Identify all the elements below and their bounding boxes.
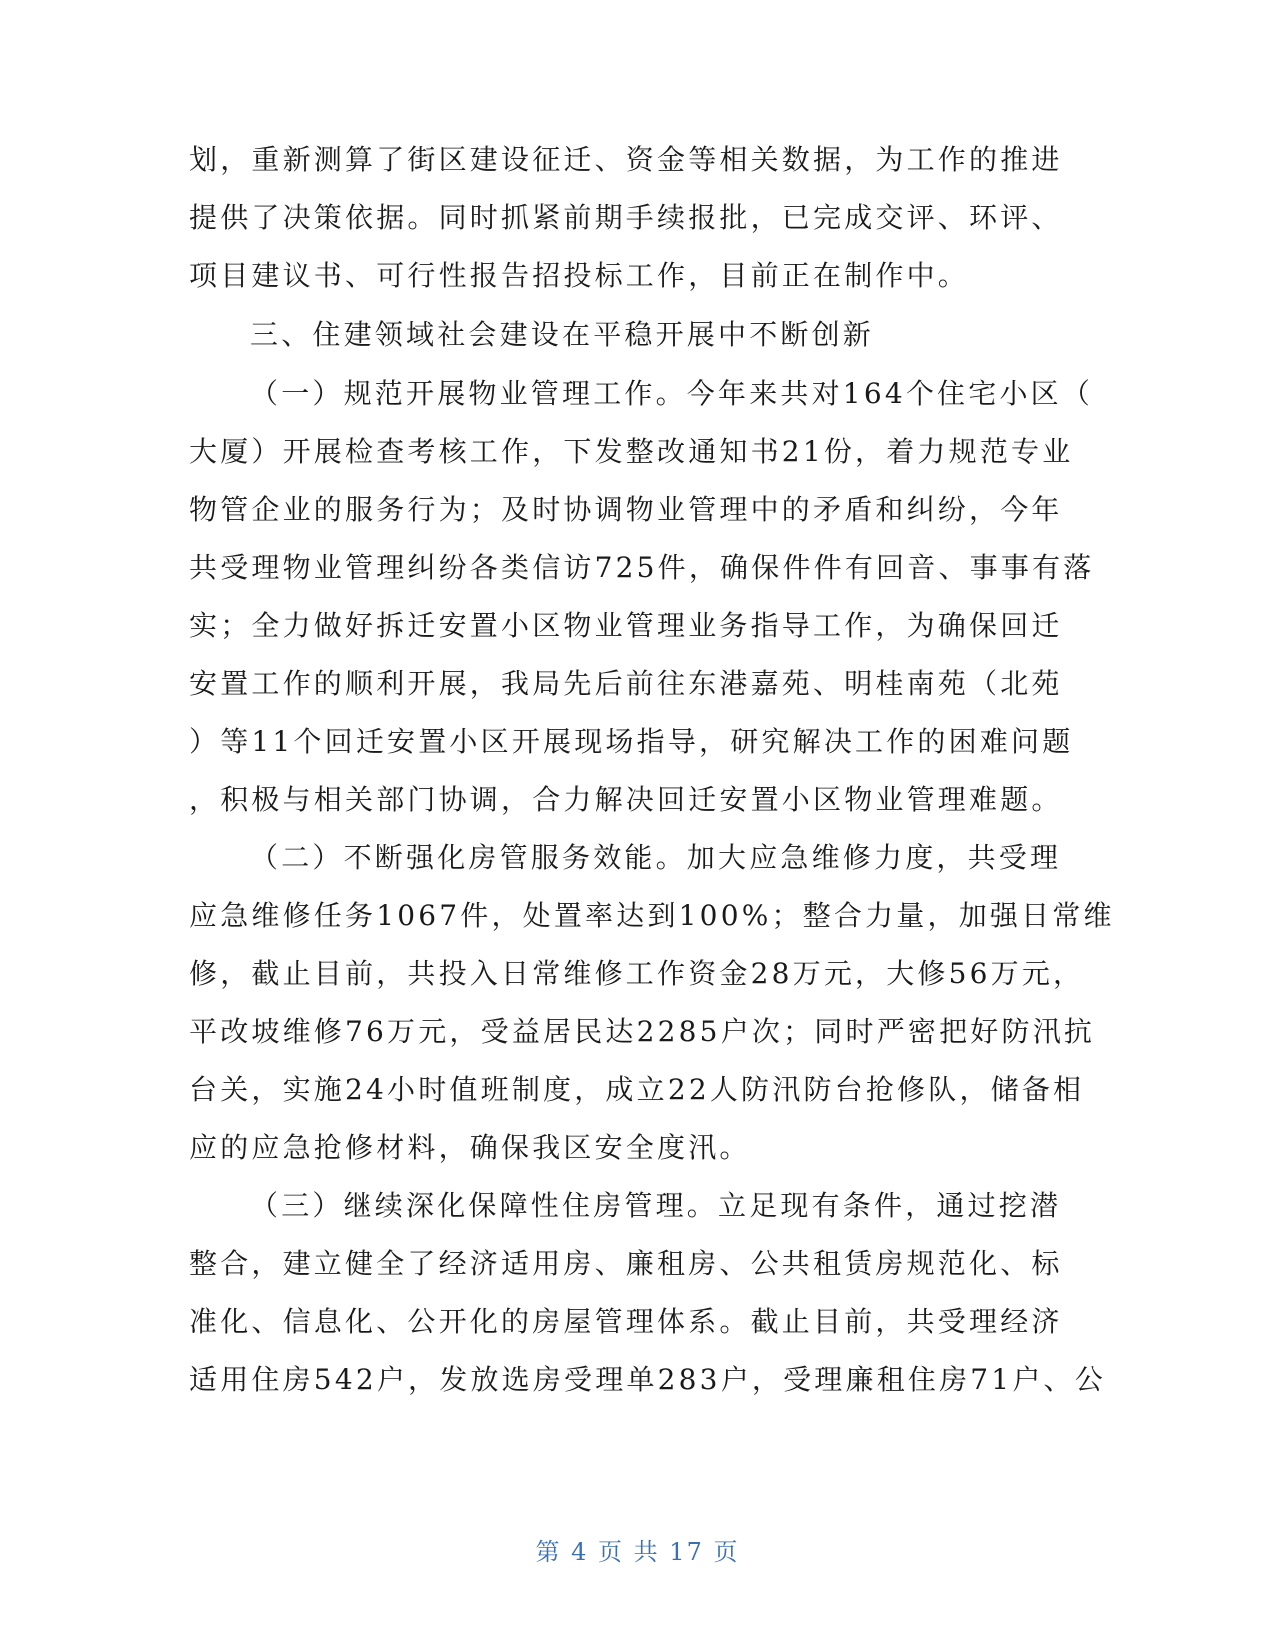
text-line: 安置工作的顺利开展，我局先后前往东港嘉苑、明桂南苑（北苑 [189,667,1063,700]
text-line: 实；全力做好拆迁安置小区物业管理业务指导工作，为确保回迁 [189,609,1063,642]
text-line: 大厦）开展检查考核工作，下发整改通知书21份，着力规范专业 [189,435,1074,468]
text-line: 修，截止目前，共投入日常维修工作资金28万元，大修56万元， [189,957,1085,990]
text-line: 应的应急抢修材料，确保我区安全度汛。 [189,1131,751,1164]
text-line: 适用住房542户，发放选房受理单283户，受理廉租住房71户、公 [189,1363,1106,1396]
text-line: 应急维修任务1067件，处置率达到100%；整合力量，加强日常维 [189,899,1115,932]
text-line: 准化、信息化、公开化的房屋管理体系。截止目前，共受理经济 [189,1305,1063,1338]
text-line: 台关，实施24小时值班制度，成立22人防汛防台抢修队，储备相 [189,1073,1085,1106]
text-line: 项目建议书、可行性报告招投标工作，目前正在制作中。 [189,259,970,292]
text-line: ，积极与相关部门协调，合力解决回迁安置小区物业管理难题。 [189,783,1063,816]
text-line: 提供了决策依据。同时抓紧前期手续报批，已完成交评、环评、 [189,201,1063,234]
section-heading: 三、住建领域社会建设在平稳开展中不断创新 [250,318,875,351]
text-line: 共受理物业管理纠纷各类信访725件，确保件件有回音、事事有落 [189,551,1095,584]
paragraph-start: （三）继续深化保障性住房管理。立足现有条件，通过挖潜 [250,1189,1062,1222]
paragraph-start: （一）规范开展物业管理工作。今年来共对164个住宅小区（ [250,377,1094,410]
text-line: 划，重新测算了街区建设征迁、资金等相关数据，为工作的推进 [189,143,1063,176]
text-line: ）等11个回迁安置小区开展现场指导，研究解决工作的困难问题 [189,725,1074,758]
text-line: 整合，建立健全了经济适用房、廉租房、公共租赁房规范化、标 [189,1247,1063,1280]
paragraph-start: （二）不断强化房管服务效能。加大应急维修力度，共受理 [250,841,1062,874]
text-line: 物管企业的服务行为；及时协调物业管理中的矛盾和纠纷，今年 [189,493,1063,526]
page-number: 第 4 页 共 17 页 [535,1538,740,1566]
text-line: 平改坡维修76万元，受益居民达2285户次；同时严密把好防汛抗 [189,1015,1096,1048]
